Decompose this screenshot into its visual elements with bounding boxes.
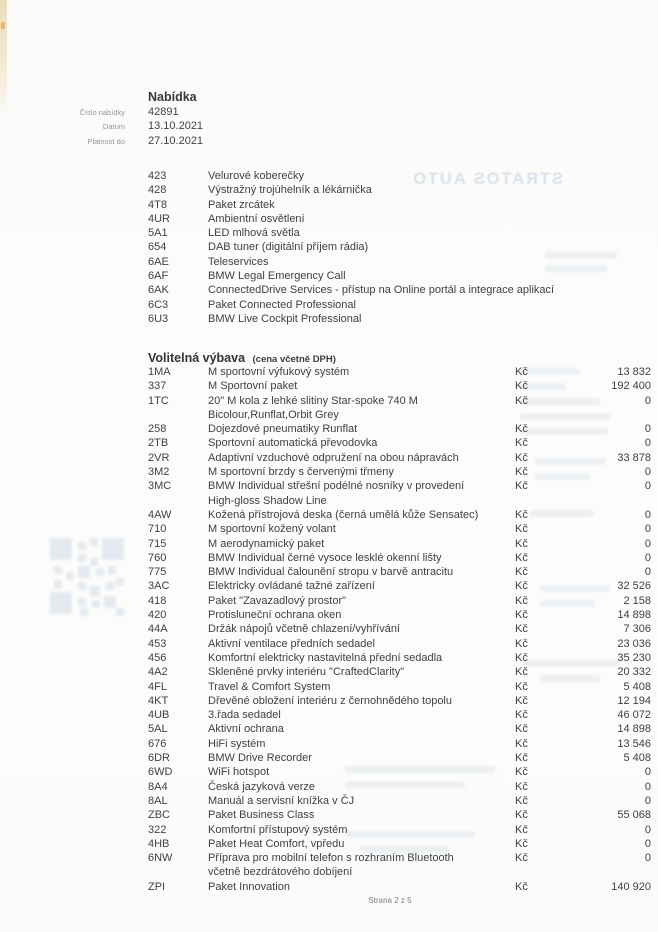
item-price: 32 526	[617, 580, 651, 593]
currency-label: Kč	[515, 523, 528, 536]
item-description: Komfortní přístupový systém	[208, 823, 348, 836]
item-description: Aktivní ochrana	[208, 723, 284, 736]
item-description: BMW Individual černé vysoce lesklé okenní lišty	[208, 551, 442, 564]
item-code: 322	[148, 823, 167, 836]
currency-label: Kč	[515, 780, 528, 793]
item-code: ZBC	[148, 809, 170, 822]
option-item-row	[148, 780, 651, 794]
item-description: BMW Individual čalounění stropu v barvě antracitu	[208, 566, 454, 579]
item-code: 760	[148, 551, 167, 564]
option-item-row	[148, 794, 651, 808]
item-description: Paket "Zavazadlový prostor"	[208, 594, 347, 607]
item-description: Aktivní ventilace předních sedadel	[208, 637, 375, 650]
item-code: 6AF	[148, 270, 169, 283]
currency-label: Kč	[515, 694, 528, 707]
option-item-row	[148, 537, 651, 551]
item-description: Adaptivní vzduchové odpružení na obou nápravách	[208, 451, 459, 464]
item-description-line2: včetně bezdrátového dobíjení	[208, 866, 353, 879]
date-label: Datum	[102, 122, 125, 132]
standard-item-row	[148, 169, 653, 183]
item-description: Velurové koberečky	[208, 170, 304, 182]
standard-item-row	[148, 212, 653, 226]
standard-item-row	[148, 255, 653, 269]
item-price: 12 194	[617, 694, 651, 707]
item-code: 6DR	[148, 752, 171, 765]
item-price: 13 832	[617, 366, 651, 378]
item-description: LED mlhová světla	[208, 227, 300, 240]
item-price: 0	[644, 394, 651, 407]
option-item-row	[148, 765, 651, 779]
currency-label: Kč	[515, 580, 528, 593]
item-code: 4UR	[148, 212, 171, 225]
currency-label: Kč	[515, 609, 528, 622]
option-item-row	[148, 851, 651, 880]
standard-items-list	[148, 169, 653, 326]
item-code: 4FL	[148, 680, 167, 693]
currency-label: Kč	[515, 823, 528, 836]
options-heading-note: (cena včetně DPH)	[252, 354, 336, 365]
option-item-row	[148, 694, 651, 708]
show-through-qr-code	[50, 538, 124, 616]
option-item-row	[148, 551, 651, 565]
item-price: 23 036	[617, 637, 651, 650]
item-code: ZPI	[148, 880, 166, 893]
meta-row-offer-number	[0, 106, 420, 120]
item-description: Teleservices	[208, 255, 269, 268]
item-description-line2: High-gloss Shadow Line	[208, 494, 327, 507]
option-item-row	[148, 594, 651, 608]
item-code: 258	[148, 423, 167, 436]
item-description: DAB tuner (digitální příjem rádia)	[208, 241, 369, 254]
item-code: 2VR	[148, 451, 170, 464]
standard-item-row	[148, 198, 653, 212]
item-code: 1TC	[148, 394, 169, 407]
scan-edge-dot	[1, 22, 5, 29]
item-price: 0	[644, 537, 651, 550]
currency-label: Kč	[515, 508, 528, 521]
currency-label: Kč	[515, 394, 528, 407]
item-price: 5 408	[623, 752, 651, 765]
item-code: 6WD	[148, 766, 173, 779]
item-description: Skleněné prvky interiéru "CraftedClarity"	[208, 666, 405, 679]
item-code: 6AK	[148, 284, 169, 297]
option-item-row	[148, 451, 651, 465]
item-price: 35 230	[617, 651, 651, 664]
item-price: 0	[644, 523, 651, 536]
item-description: Elektricky ovládané tažné zařízení	[208, 580, 375, 593]
item-description: 20" M kola z lehké slitiny Star-spoke 740 M Bicolour,Runflat,Orbit Grey	[208, 394, 515, 423]
item-code: 4HB	[148, 837, 170, 850]
item-code: 676	[148, 737, 167, 750]
item-description: Paket zrcátek	[208, 198, 275, 211]
item-description: BMW Legal Emergency Call	[208, 270, 346, 283]
offer-meta	[0, 106, 420, 149]
currency-label: Kč	[515, 680, 528, 693]
page-number: Strana 2 z 5	[368, 896, 412, 905]
item-code: 5AL	[148, 723, 168, 736]
currency-label: Kč	[515, 480, 528, 493]
item-description: Dřevěné obložení interiéru z černohnědého topolu	[208, 694, 452, 707]
option-item-row	[148, 665, 651, 679]
document-title: Nabídka	[148, 90, 197, 104]
standard-item-row	[148, 298, 653, 312]
item-description: HiFi systém	[208, 737, 266, 750]
item-price: 0	[644, 823, 651, 836]
item-price: 55 068	[617, 809, 651, 822]
meta-row-valid-until	[0, 135, 420, 149]
item-price: 46 072	[617, 709, 651, 722]
date-value: 13.10.2021	[148, 120, 204, 133]
item-description: Příprava pro mobilní telefon s rozhraním Bluetooth včetně bezdrátového dobíjení	[208, 851, 515, 880]
standard-item-row	[148, 240, 653, 254]
item-code: 418	[148, 594, 167, 607]
item-description: Dojezdové pneumatiky Runflat	[208, 423, 358, 436]
option-item-row	[148, 837, 651, 851]
item-price: 140 920	[611, 880, 651, 893]
currency-label: Kč	[515, 651, 528, 664]
offer-number-label: Číslo nabídky	[79, 108, 125, 117]
currency-label: Kč	[515, 852, 528, 865]
item-description: M Sportovní paket	[208, 380, 298, 393]
currency-label: Kč	[515, 437, 528, 450]
item-description: M aerodynamický paket	[208, 537, 325, 550]
standard-item-row	[148, 226, 653, 240]
item-description: Držák nápojů včetně chlazení/vyhřívání	[208, 623, 400, 636]
item-description: Sportovní automatická převodovka	[208, 437, 378, 450]
item-code: 3AC	[148, 580, 170, 593]
item-price: 2 158	[623, 594, 651, 607]
currency-label: Kč	[515, 537, 528, 550]
currency-label: Kč	[515, 637, 528, 650]
item-code: 775	[148, 566, 167, 579]
option-item-row	[148, 708, 651, 722]
item-price: 0	[644, 437, 651, 450]
currency-label: Kč	[515, 752, 528, 765]
item-description: ConnectedDrive Services - přístup na Online portál a integrace aplikací	[208, 284, 555, 297]
item-price: 0	[644, 837, 651, 850]
option-item-row	[148, 823, 651, 837]
item-code: 4T8	[148, 198, 167, 211]
options-heading-text: Volitelná výbava	[148, 351, 246, 365]
scan-edge-artifact	[0, 0, 7, 118]
option-item-row	[148, 608, 651, 622]
option-item-row	[148, 880, 651, 894]
item-code: 654	[148, 241, 167, 254]
option-item-row	[148, 579, 651, 593]
item-description: Paket Business Class	[208, 809, 315, 822]
option-item-row	[148, 637, 651, 651]
item-description: Česká jazyková verze	[208, 780, 315, 793]
item-description: Paket Connected Professional	[208, 298, 356, 311]
item-description: WiFi hotspot	[208, 766, 270, 779]
item-price: 0	[644, 766, 651, 779]
item-price: 33 878	[617, 451, 651, 464]
item-code: 6NW	[148, 852, 173, 865]
option-item-row	[148, 379, 651, 393]
item-code: 4KT	[148, 694, 169, 707]
item-price: 14 898	[617, 723, 651, 736]
item-description: M sportovní výfukový systém	[208, 366, 350, 378]
option-item-row	[148, 622, 651, 636]
currency-label: Kč	[515, 766, 528, 779]
option-item-row	[148, 522, 651, 536]
currency-label: Kč	[515, 380, 528, 393]
item-description: BMW Individual střešní podélné nosníky v provedení High-gloss Shadow Line	[208, 479, 515, 508]
item-description: Protisluneční ochrana oken	[208, 609, 342, 622]
option-item-row	[148, 680, 651, 694]
item-price: 13 546	[617, 737, 651, 750]
option-item-row	[148, 565, 651, 579]
currency-label: Kč	[515, 451, 528, 464]
option-item-row	[148, 751, 651, 765]
item-code: 1MA	[148, 366, 171, 378]
option-item-row	[148, 737, 651, 751]
item-code: 453	[148, 637, 167, 650]
item-description: Paket Innovation	[208, 880, 290, 893]
item-description: Kožená přístrojová deska (černá umělá kůže Sensatec)	[208, 508, 479, 521]
item-code: 8A4	[148, 780, 168, 793]
currency-label: Kč	[515, 551, 528, 564]
item-code: 715	[148, 537, 167, 550]
item-code: 420	[148, 609, 167, 622]
item-price: 0	[644, 551, 651, 564]
item-description: Výstražný trojúhelník a lékárnička	[208, 184, 372, 197]
valid-until-value: 27.10.2021	[148, 134, 204, 147]
item-description: 3.řada sedadel	[208, 709, 281, 722]
offer-number-value: 42891	[148, 106, 179, 118]
option-item-row	[148, 436, 651, 450]
item-description-line2: Bicolour,Runflat,Orbit Grey	[208, 408, 339, 421]
option-item-row	[148, 808, 651, 822]
item-price: 0	[644, 423, 651, 436]
standard-item-row	[148, 183, 653, 197]
currency-label: Kč	[515, 709, 528, 722]
item-code: 44A	[148, 623, 168, 636]
item-price: 20 332	[617, 666, 651, 679]
item-price: 0	[644, 566, 651, 579]
currency-label: Kč	[515, 566, 528, 579]
option-item-row	[148, 479, 651, 508]
currency-label: Kč	[515, 723, 528, 736]
item-description: BMW Drive Recorder	[208, 752, 312, 765]
item-description: Paket Heat Comfort, vpředu	[208, 837, 345, 850]
currency-label: Kč	[515, 466, 528, 479]
currency-label: Kč	[515, 666, 528, 679]
currency-label: Kč	[515, 366, 528, 378]
item-code: 6AE	[148, 255, 169, 268]
item-description: Manuál a servisní knížka v ČJ	[208, 794, 355, 807]
item-price: 192 400	[611, 380, 651, 393]
option-item-row	[148, 722, 651, 736]
item-code: 8AL	[148, 794, 168, 807]
currency-label: Kč	[515, 880, 528, 893]
currency-label: Kč	[515, 594, 528, 607]
item-price: 7 306	[623, 623, 651, 636]
item-code: 423	[148, 170, 167, 182]
standard-item-row	[148, 312, 653, 326]
item-code: 428	[148, 184, 167, 197]
currency-label: Kč	[515, 794, 528, 807]
item-description: M sportovní brzdy s červenými třmeny	[208, 466, 394, 479]
meta-row-date	[0, 120, 420, 134]
item-price: 0	[644, 780, 651, 793]
item-price: 0	[644, 480, 651, 493]
item-code: 3M2	[148, 466, 170, 479]
item-description: BMW Live Cockpit Professional	[208, 312, 362, 325]
item-price: 5 408	[623, 680, 651, 693]
standard-item-row	[148, 283, 653, 297]
item-description: Travel & Comfort System	[208, 680, 331, 693]
item-description: M sportovní kožený volant	[208, 523, 336, 536]
option-item-row	[148, 394, 651, 423]
show-through-watermark: STRATOS AUTO	[411, 170, 563, 188]
currency-label: Kč	[515, 623, 528, 636]
item-code: 6C3	[148, 298, 169, 311]
currency-label: Kč	[515, 423, 528, 436]
item-code: 4A2	[148, 666, 168, 679]
item-price: 0	[644, 794, 651, 807]
item-code: 6U3	[148, 312, 169, 325]
item-price: 0	[644, 508, 651, 521]
standard-item-row	[148, 269, 653, 283]
option-item-row	[148, 422, 651, 436]
item-description: Komfortní elektricky nastavitelná přední sedadla	[208, 651, 443, 664]
option-item-row	[148, 365, 651, 379]
item-code: 710	[148, 523, 167, 536]
item-code: 3MC	[148, 480, 172, 493]
currency-label: Kč	[515, 837, 528, 850]
item-code: 4AW	[148, 508, 172, 521]
currency-label: Kč	[515, 809, 528, 822]
item-code: 337	[148, 380, 167, 393]
item-code: 2TB	[148, 437, 169, 450]
option-item-row	[148, 508, 651, 522]
option-item-row	[148, 651, 651, 665]
option-item-row	[148, 465, 651, 479]
item-code: 4UB	[148, 709, 170, 722]
options-items-list	[148, 365, 651, 894]
item-description: Ambientní osvětlení	[208, 212, 305, 225]
item-code: 456	[148, 651, 167, 664]
item-price: 0	[644, 852, 651, 865]
item-price: 14 898	[617, 609, 651, 622]
item-price: 0	[644, 466, 651, 479]
valid-until-label: Platnost do	[87, 136, 125, 146]
item-code: 5A1	[148, 227, 168, 240]
currency-label: Kč	[515, 737, 528, 750]
